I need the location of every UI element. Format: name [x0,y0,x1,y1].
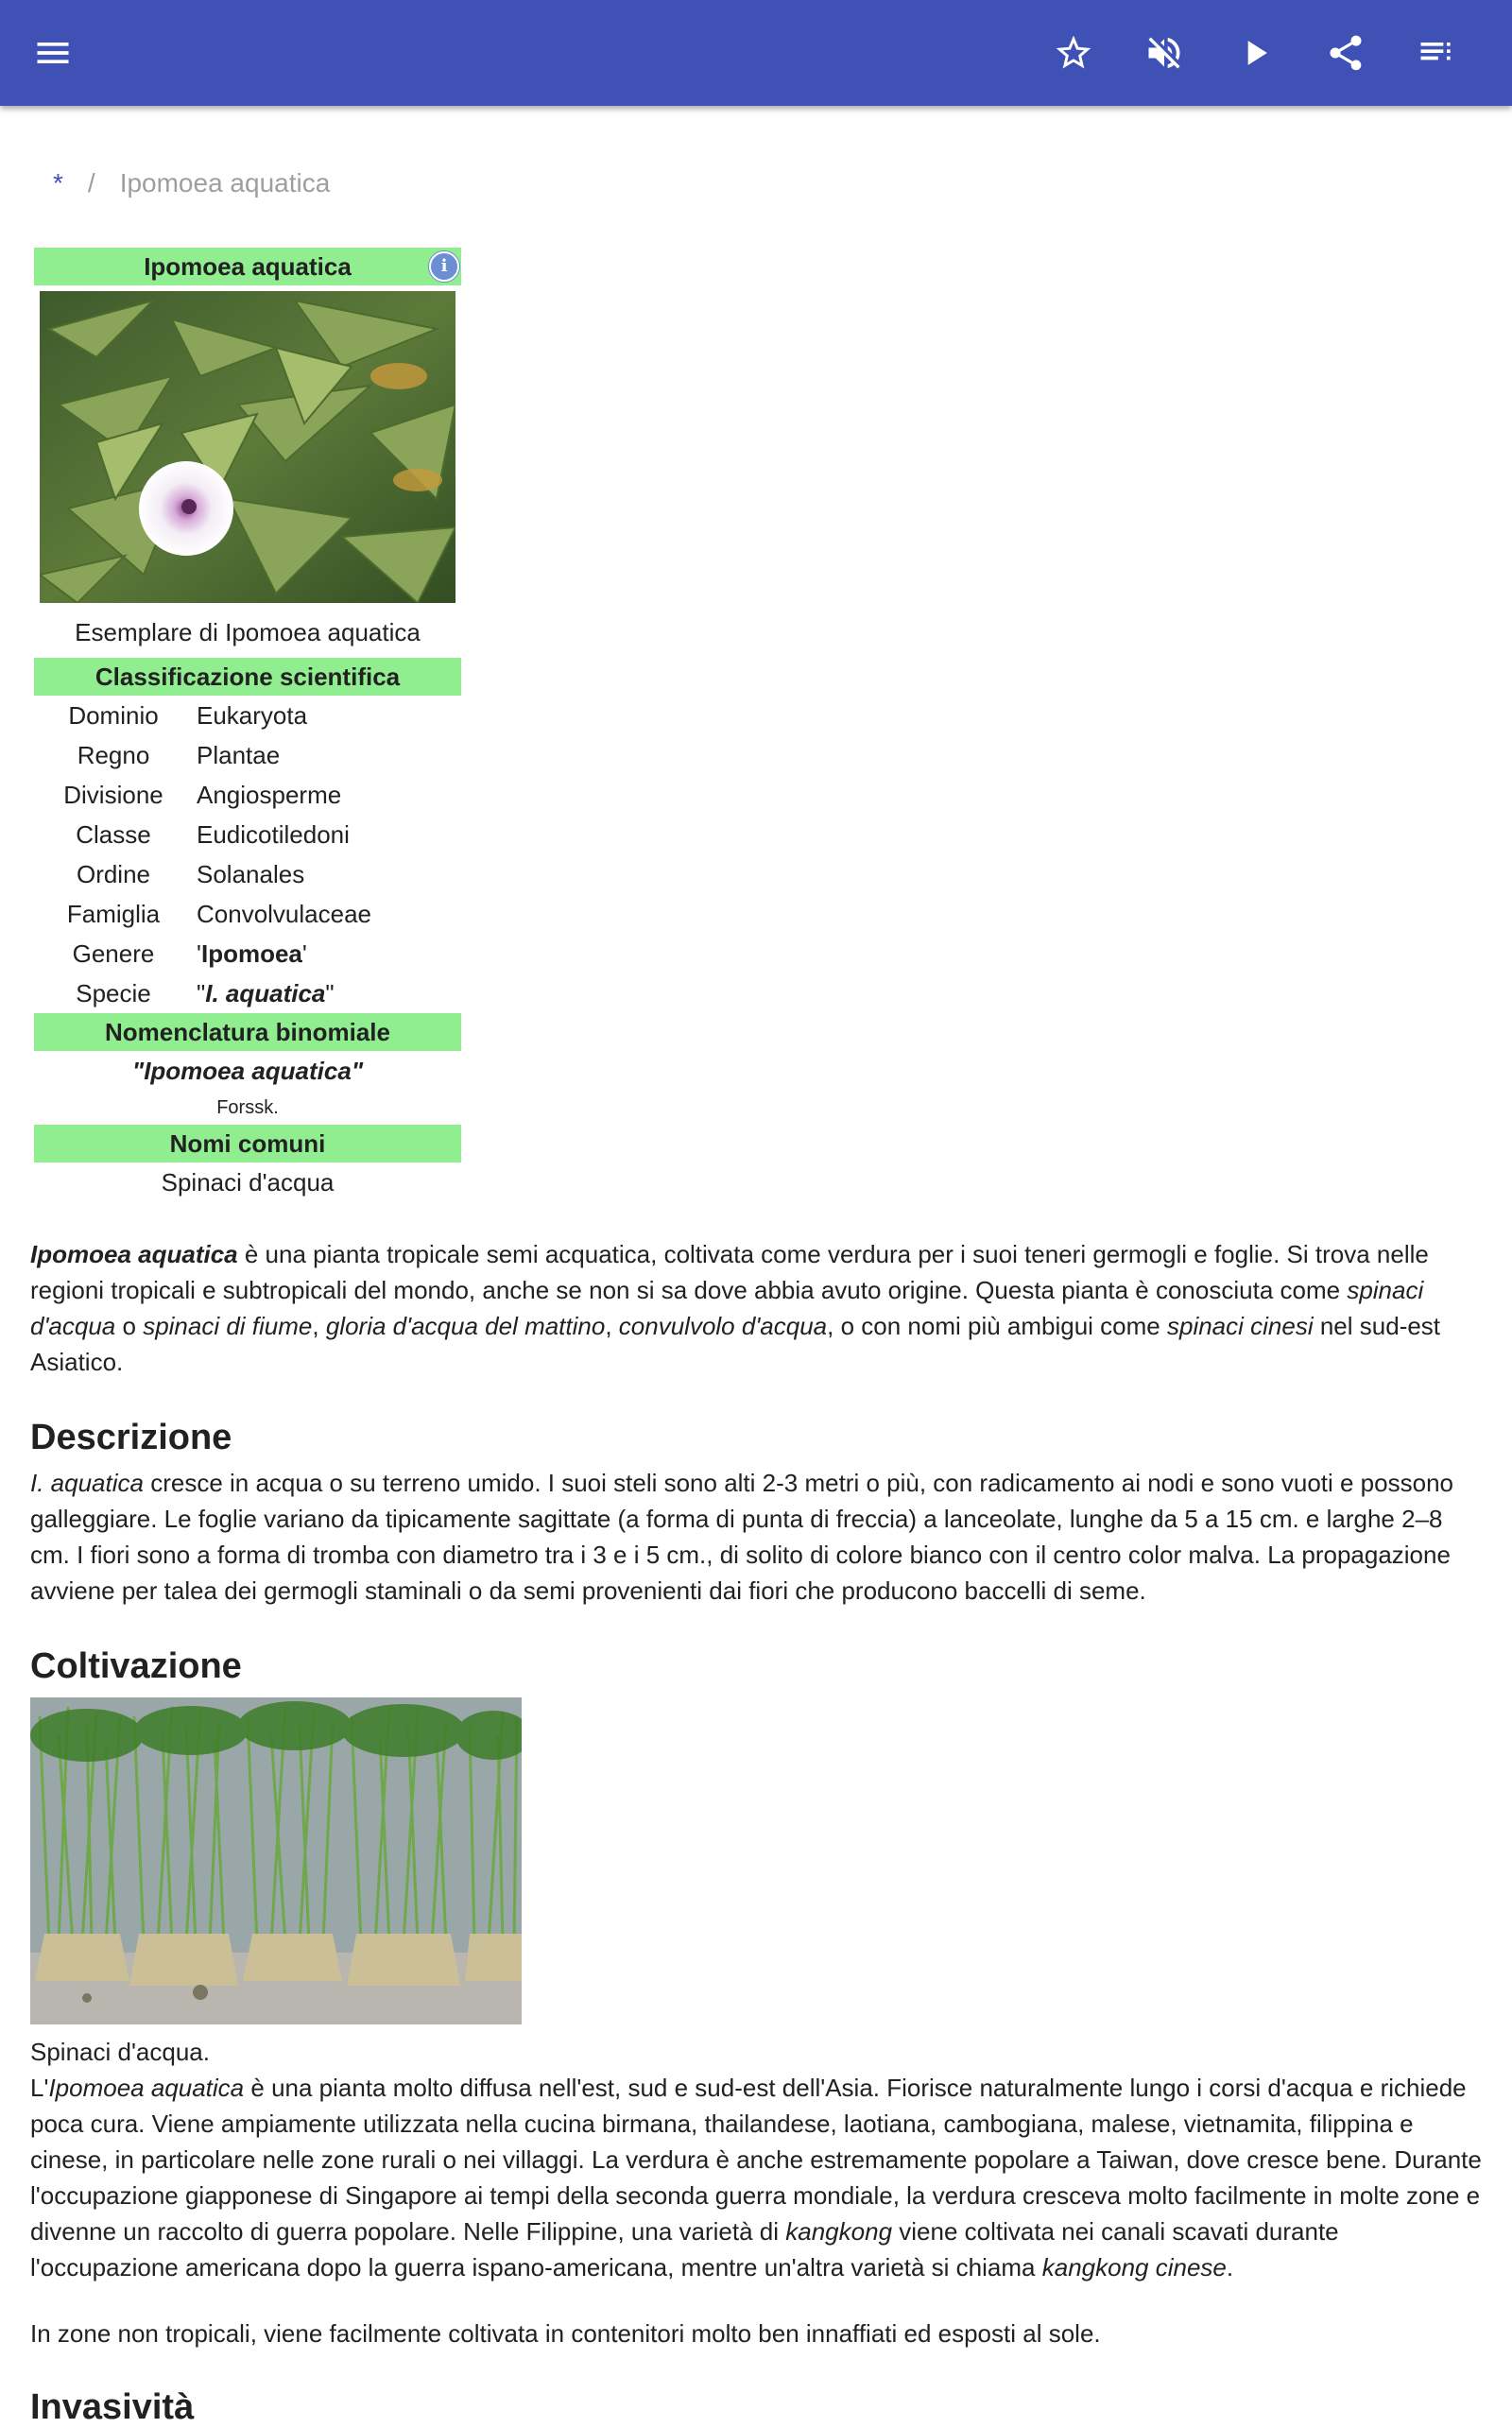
coltivazione-text-pre: L' [30,2074,49,2102]
classification-table [34,696,461,1013]
intro-name-2: spinaci di fiume [143,1312,313,1340]
info-icon[interactable]: i [429,251,459,282]
water-spinach-photo[interactable] [30,1697,522,2024]
classification-row [34,815,461,854]
classification-value: Eukaryota [197,701,308,730]
star-outline-icon[interactable] [1047,26,1100,79]
intro-text-5: , o con nomi più ambigui come [827,1312,1167,1340]
coltivazione-text-2: viene coltivata nei canali scavati durante l'occupazione americana dopo la guerra ispano-americana, mentre un'altra varietà si chiama [30,2217,1339,2282]
classification-rank: Ordine [76,860,151,888]
intro-subject: Ipomoea aquatica [30,1240,238,1268]
intro-name-4: convulvolo d'acqua [618,1312,828,1340]
breadcrumb [53,168,330,198]
taxobox [34,248,461,1202]
common-names-header: Nomi comuni [34,1125,461,1162]
classification-rank: Famiglia [66,900,161,928]
classification-row [34,696,461,735]
binomial-author: Forssk. [216,1097,279,1118]
coltivazione-text-1: è una pianta molto diffusa nell'est, sud e sud-est dell'Asia. Fiorisce naturalmente lungo i corsi d'acqua e richiede poca cura. Viene ampiamente utilizzata nella cucina birmana, thailandese, laotiana, cambogiana, malese, vietnamita, filippina e cinese, in particolare nelle zone rurali o nei villaggi. La verdura è anche estremamente popolare a Taiwan, dove cresce bene. Durante l'occupazione giapponese di Singapore ai tempi della seconda guerra mondiale, la verdura cresceva molto facilmente in molte zone e divenne un raccolto di guerra popolare. Nelle Filippine, una varietà di [30,2074,1482,2246]
binomial-name-text: Ipomoea aquatica [144,1057,352,1085]
classification-rank: Regno [77,741,150,769]
coltivazione-paragraph-2: In zone non tropicali, viene facilmente coltivata in contenitori molto ben innaffiati ed esposti al sole. [30,2319,1101,2348]
coltivazione-name-1: kangkong [785,2217,893,2246]
classification-row [34,735,461,775]
intro-name-5: spinaci cinesi [1166,1312,1314,1340]
classification-value-text[interactable]: Ipomoea [200,939,302,968]
classification-row [34,973,461,1013]
intro-text-2: o [115,1312,144,1340]
plant-photo[interactable] [40,291,455,603]
breadcrumb-separator: / [87,168,95,198]
classification-value: Angiosperme [197,781,342,809]
app-bar [0,0,1512,106]
common-name: Spinaci d'acqua [161,1168,335,1197]
classification-rank: Specie [76,979,151,1007]
intro-text-6: nel sud-est Asiatico. [30,1312,1441,1376]
classification-header: Classificazione scientifica [34,658,461,696]
menu-icon[interactable] [26,26,79,79]
section-heading-coltivazione: Coltivazione [30,1646,242,1686]
classification-rank: Dominio [68,701,159,730]
breadcrumb-current: Ipomoea aquatica [119,168,331,198]
intro-name-1: spinaci d'acqua [30,1276,1424,1340]
coltivazione-name-2: kangkong cinese [1041,2253,1227,2282]
share-icon[interactable] [1319,26,1372,79]
classification-row [34,934,461,973]
volume-off-icon[interactable] [1138,26,1191,79]
descrizione-subject: I. aquatica [30,1469,144,1497]
descrizione-text: cresce in acqua o su terreno umido. I suoi steli sono alti 2-3 metri o più, con radicamento ai nodi e sono vuoti e possono galleggiare. Le foglie variano da tipicamente sagittate (a forma di punta di freccia) a lanceolate, lunghe da 5 a 15 cm. e larghe 2–8 cm. I fiori sono a forma di tromba con diametro tra i 3 e i 5 cm., di solito di colore bianco con il centro color malva. La propagazione avviene per talea dei germogli staminali o da semi provenienti dai fiori che producono baccelli di seme. [30,1469,1453,1605]
classification-rank: Genere [72,939,155,968]
intro-text-4: , [605,1312,619,1340]
classification-value: Plantae [197,741,281,769]
coltivazione-paragraph-1 [30,2070,1486,2285]
classification-rank: Classe [76,820,151,849]
breadcrumb-home[interactable]: * [53,168,63,198]
intro-text-3: , [312,1312,326,1340]
classification-row [34,775,461,815]
intro-text-1: è una pianta tropicale semi acquatica, coltivata come verdura per i suoi teneri germogli e foglie. Si trova nelle regioni tropicali e subtropicali del mondo, anche se non si sa dove abbia avuto origine. Questa pianta è conosciuta come [30,1240,1429,1304]
intro-name-3: gloria d'acqua del mattino [325,1312,606,1340]
descrizione-paragraph [30,1465,1486,1609]
classification-value: "I. aquatica" [197,979,335,1007]
coltivazione-subject: Ipomoea aquatica [48,2074,245,2102]
section-heading-descrizione: Descrizione [30,1418,232,1457]
classification-value-text[interactable]: I. aquatica [205,979,326,1007]
classification-rank: Divisione [63,781,163,809]
plant-photo-caption: Esemplare di Ipomoea aquatica [75,618,421,646]
taxobox-title [34,248,461,285]
classification-value: 'Ipomoea' [197,939,307,968]
playlist-icon[interactable] [1410,26,1463,79]
play-icon[interactable] [1228,26,1281,79]
classification-row [34,854,461,894]
classification-value: Convolvulaceae [197,900,372,928]
classification-row [34,894,461,934]
taxobox-title-text: Ipomoea aquatica [144,252,352,281]
classification-value: Solanales [197,860,305,888]
coltivazione-text-3: . [1226,2253,1234,2282]
section-heading-invasivita: Invasività [30,2387,195,2427]
classification-value: Eudicotiledoni [197,820,350,849]
water-spinach-caption: Spinaci d'acqua. [30,2038,210,2066]
binomial-header: Nomenclatura binomiale [34,1013,461,1051]
intro-paragraph [30,1236,1486,1380]
binomial-name[interactable]: "Ipomoea aquatica" [131,1057,364,1085]
